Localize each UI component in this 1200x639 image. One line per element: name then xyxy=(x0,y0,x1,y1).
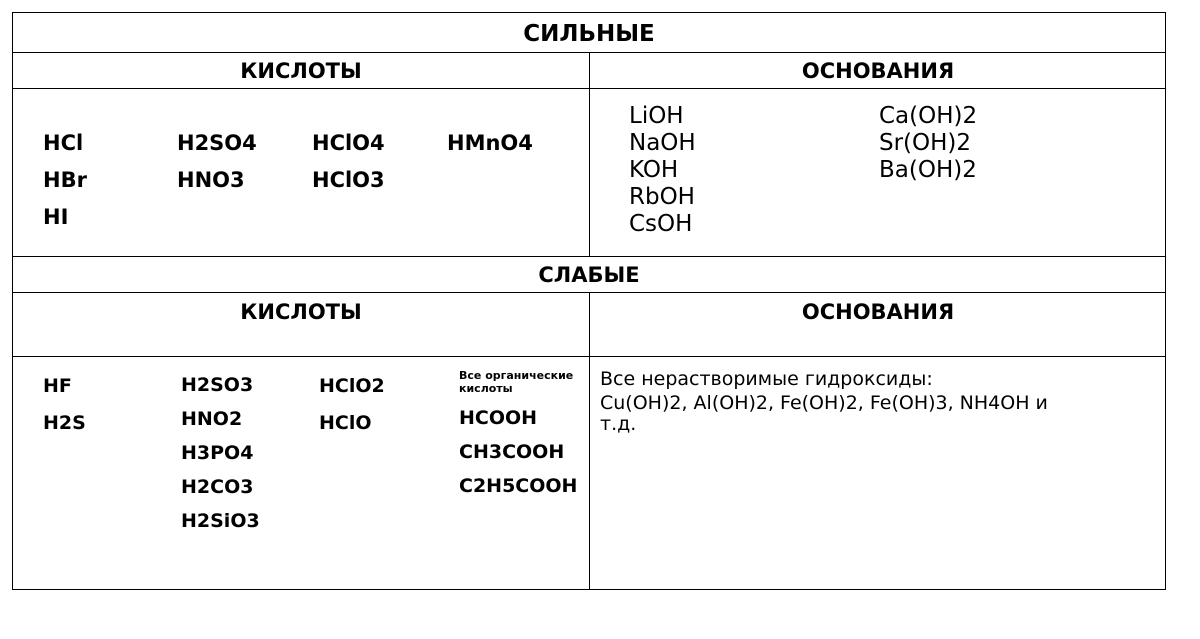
formula: HF xyxy=(43,375,72,397)
weak-acids-col-1 xyxy=(43,368,86,442)
formula: H3PO4 xyxy=(181,442,254,464)
formula: Sr(OH)2 xyxy=(879,130,972,156)
strong-title: СИЛЬНЫЕ xyxy=(523,21,655,47)
formula: HCOOH xyxy=(459,407,538,429)
formula: Ca(OH)2 xyxy=(879,103,978,129)
weak-acids-col-3 xyxy=(319,368,385,442)
formula: HMnO4 xyxy=(447,131,533,155)
formula: H2S xyxy=(43,412,86,434)
formula: KOH xyxy=(629,157,679,183)
strong-acids-col-3 xyxy=(312,125,385,199)
strong-acids-col-1 xyxy=(43,125,87,236)
formula: RbOH xyxy=(629,184,695,210)
weak-acids-col-4 xyxy=(459,401,577,503)
formula: LiOH xyxy=(629,103,684,129)
weak-bases-line-2: Cu(OH)2, Al(OH)2, Fe(OH)2, Fe(OH)3, NH4OH и xyxy=(600,392,1048,414)
weak-acids-header: КИСЛОТЫ xyxy=(240,300,362,324)
strong-acids-col-2 xyxy=(177,125,257,199)
weak-bases-line-1: Все нерастворимые гидроксиды: xyxy=(600,368,933,390)
strong-acids-header: КИСЛОТЫ xyxy=(240,59,362,83)
strong-bases-header: ОСНОВАНИЯ xyxy=(801,59,955,83)
weak-bases-text xyxy=(600,369,1160,435)
strong-bases-col-2 xyxy=(879,103,977,184)
formula: NaOH xyxy=(629,130,696,156)
formula: H2SiO3 xyxy=(181,510,260,532)
weak-title: СЛАБЫЕ xyxy=(538,263,640,287)
organic-acids-note: Все органические кислоты xyxy=(459,369,574,395)
formula: C2H5COOH xyxy=(459,475,578,497)
formula: HBr xyxy=(43,168,87,192)
formula: HCl xyxy=(43,131,84,155)
formula: H2CO3 xyxy=(181,476,254,498)
formula: CH3COOH xyxy=(459,441,565,463)
divider xyxy=(589,292,590,590)
formula: HClO xyxy=(319,412,372,434)
formula: H2SO3 xyxy=(181,374,254,396)
formula: HClO4 xyxy=(312,131,385,155)
formula: HNO3 xyxy=(177,168,245,192)
formula: H2SO4 xyxy=(177,131,257,155)
formula: HClO3 xyxy=(312,168,385,192)
formula: HI xyxy=(43,205,69,229)
weak-bases-line-3: т.д. xyxy=(600,413,637,435)
strong-acids-col-4 xyxy=(447,125,533,162)
strong-bases-col-1 xyxy=(629,103,696,238)
divider xyxy=(13,256,1165,257)
formula: HClO2 xyxy=(319,375,385,397)
electrolytes-table xyxy=(12,12,1166,590)
divider xyxy=(589,52,590,256)
weak-acids-col-2 xyxy=(181,368,260,538)
formula: CsOH xyxy=(629,211,693,237)
formula: Ba(OH)2 xyxy=(879,157,977,183)
weak-bases-header: ОСНОВАНИЯ xyxy=(801,300,955,324)
formula: HNO2 xyxy=(181,408,243,430)
